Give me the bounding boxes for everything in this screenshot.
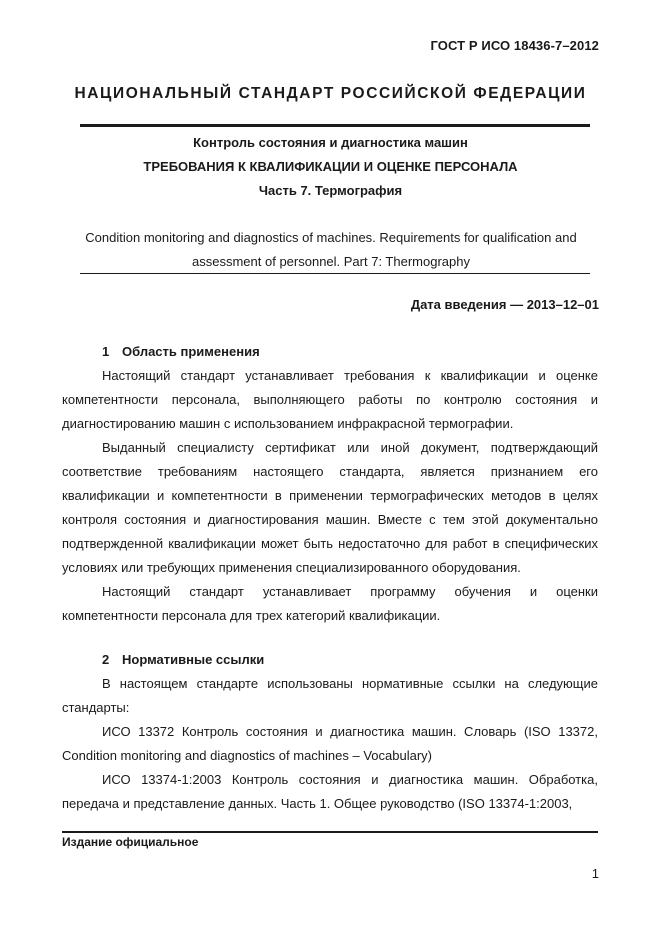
section-heading-references [62,648,598,672]
section-heading-scope [62,340,598,364]
paragraph: Настоящий стандарт устанавливает требования к квалификации и оценке компетентности персонала, выполняющего работы по контролю состояния и диагностированию машин с использованием инфракрасной термографии. [62,368,598,431]
footer-divider [62,831,598,833]
reference-entry: ИСО 13372 Контроль состояния и диагностика машин. Словарь (ISO 13372, Condition monitoring and diagnostics of machines – Vocabulary) [62,724,598,763]
title-divider-thin [80,273,590,274]
title-ru-line1: Контроль состояния и диагностика машин [193,135,468,150]
national-standard-title: НАЦИОНАЛЬНЫЙ СТАНДАРТ РОССИЙСКОЙ ФЕДЕРАЦИИ [74,85,587,102]
document-body [62,340,598,816]
paragraph: Выданный специалисту сертификат или иной документ, подтверждающий соответствие требованиям настоящего стандарта, является признанием его квалификации и компетентности в применении термографических методов в целях контроля состояния и диагностирования машин. Вместе с тем этой документально подтвержденной квалификации может быть недостаточно для работ в специфических условиях или требующих применения специализированного оборудования. [62,440,598,575]
paragraph: Настоящий стандарт устанавливает программу обучения и оценки компетентности персонала для трех категорий квалификации. [62,584,598,623]
title-ru-line2: ТРЕБОВАНИЯ К КВАЛИФИКАЦИИ И ОЦЕНКЕ ПЕРСОНАЛА [143,159,518,174]
section-title: Нормативные ссылки [122,652,265,667]
document-code: ГОСТ Р ИСО 18436-7–2012 [430,38,599,53]
page-number: 1 [591,866,599,881]
section-number: 2 [102,652,110,667]
introduction-date: Дата введения — 2013–12–01 [410,297,599,312]
title-divider-thick [80,124,590,127]
title-en: Condition monitoring and diagnostics of machines. Requirements for qualification and assessment of personnel. Part 7: Thermography [85,230,577,269]
section-title: Область применения [122,344,260,359]
title-ru-line3: Часть 7. Термография [258,183,403,198]
reference-entry: ИСО 13374-1:2003 Контроль состояния и диагностика машин. Обработка, передача и представление данных. Часть 1. Общее руководство (ISO 13374-1:2003, [62,772,598,811]
paragraph: В настоящем стандарте использованы нормативные ссылки на следующие стандарты: [62,676,598,715]
section-gap [62,628,598,648]
official-edition-label: Издание официальное [62,835,199,849]
section-number: 1 [102,344,110,359]
